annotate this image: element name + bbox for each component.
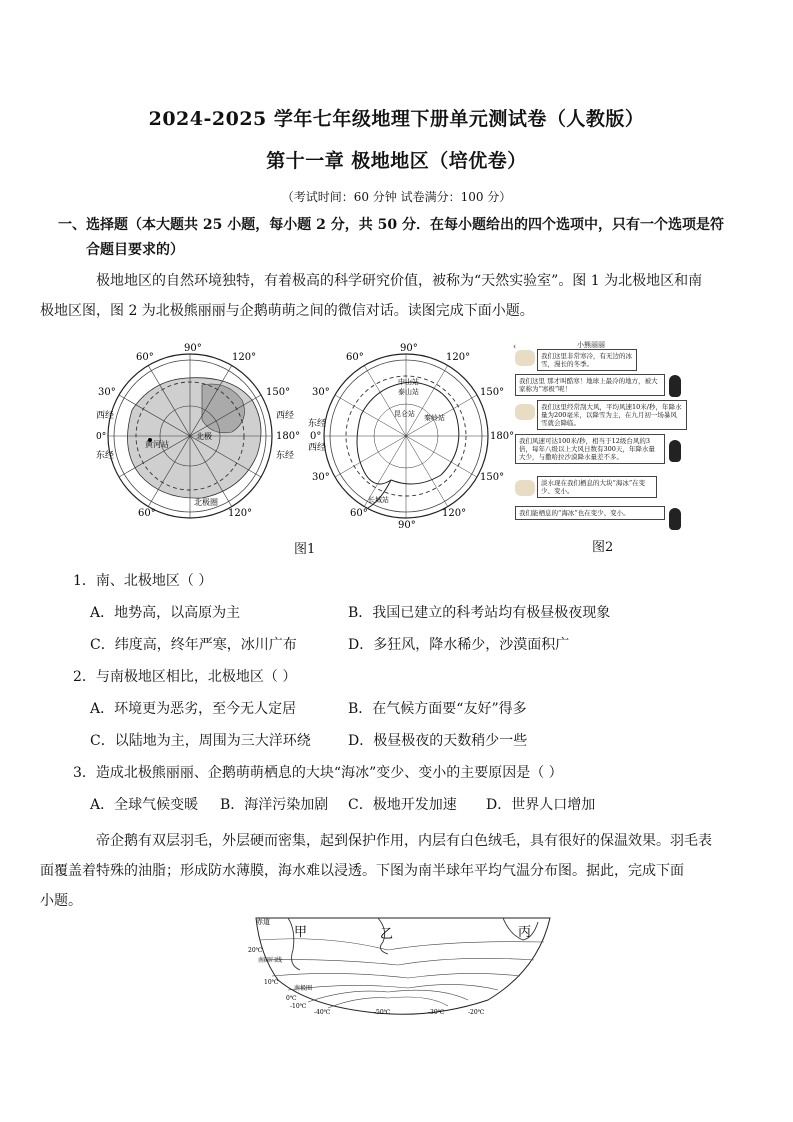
question-2-stem: 2．与南极地区相比，北极地区（ ） xyxy=(73,669,297,685)
question-2-option-c[interactable]: C．以陆地为主，周围为三大洋环绕 xyxy=(90,733,311,749)
page-title: 2024-2025 学年七年级地理下册单元测试卷（人教版） xyxy=(148,108,645,130)
south-map-label-30-bottom: 30° xyxy=(312,472,330,483)
intro-paragraph-1 xyxy=(40,266,738,326)
north-map-label-180: 180° xyxy=(276,431,301,442)
chat-header: 小熊丽丽 xyxy=(577,341,605,349)
intro-paragraph-2 xyxy=(40,826,738,916)
south-map-label-west: 西经 xyxy=(308,443,327,453)
south-map-label-90-bottom: 90° xyxy=(398,520,416,530)
map-label-minus30c: -30℃ xyxy=(428,1009,445,1016)
chat-message-5: 淡水现在我们栖息的大块“海冰”在变少、变小。 xyxy=(537,476,657,498)
chevron-left-icon: ‹ xyxy=(513,342,517,351)
north-map-label-east-right: 东经 xyxy=(276,451,295,461)
figure1-caption: 图1 xyxy=(294,542,316,557)
exam-meta: （考试时间：60 分钟 试卷满分：100 分） xyxy=(281,190,512,204)
south-map-label-150: 150° xyxy=(480,387,505,398)
wechat-chat-figure xyxy=(513,340,691,536)
south-map-label-150-bottom: 150° xyxy=(480,472,505,483)
map-label-tropic: 南回归线 xyxy=(258,957,283,964)
intro1-line1: 极地地区的自然环境独特，有着极高的科学研究价值，被称为“天然实验室”。图 1 为北极地区和南 xyxy=(96,273,703,289)
question-3-option-b[interactable]: B．海洋污染加剧 xyxy=(220,797,329,813)
chapter-title: 第十一章 极地地区（培优卷） xyxy=(266,150,527,172)
map-label-minus20c: -20℃ xyxy=(468,1009,485,1016)
map-label-minus40c: -40℃ xyxy=(314,1009,331,1016)
north-map-label-120: 120° xyxy=(232,352,257,363)
chat-message-3: 我们这里经常刮大风，平均风速10米/秒，年降水量为200毫米，以降雪为主，在九月初一场暴风雪就会降临。 xyxy=(537,400,687,430)
bear-avatar-icon xyxy=(515,480,535,496)
north-map-label-120-bottom: 120° xyxy=(228,508,253,519)
question-1-option-b[interactable]: B．我国已建立的科考站均有极昼极夜现象 xyxy=(348,605,611,621)
question-2-option-b[interactable]: B．在气候方面要“友好”得多 xyxy=(348,701,527,717)
north-map-huanghe-station: 黄河站 xyxy=(145,440,169,449)
north-map-label-150: 150° xyxy=(266,387,291,398)
question-1-option-c[interactable]: C．纬度高，终年严寒，冰川广布 xyxy=(90,637,297,653)
chat-message-4: 我们风速可达100米/秒，相当于12级台风的3倍，每年八级以上大风日数有300天，年降水量大少，与撒哈拉沙漠降水量差不多。 xyxy=(515,434,665,464)
intro2-line3: 小题。 xyxy=(40,893,82,909)
section-heading-line1: 一、选择题（本大题共 25 小题，每小题 2 分，共 50 分．在每小题给出的四个选项中，只有一个选项是符 xyxy=(58,217,724,233)
chat-message-6: 我们能栖息的“海冰”也在变少、变小。 xyxy=(515,506,665,520)
map-label-bing: 丙 xyxy=(518,925,532,940)
question-2-option-a[interactable]: A．环境更为恶劣，至今无人定居 xyxy=(90,701,297,717)
north-map-arctic-circle: 北极圈 xyxy=(194,498,218,507)
chat-message-2: 我们这里 那才叫酷寒！地球上最冷的地方，被大家称为“寒极”呢！ xyxy=(515,374,665,396)
south-polar-map xyxy=(306,340,516,530)
map-label-10c: 10℃ xyxy=(264,979,279,986)
south-map-qinling-station: 秦岭站 xyxy=(424,414,445,422)
question-2-option-d[interactable]: D．极昼极夜的天数稍少一些 xyxy=(348,733,528,749)
bear-avatar-icon xyxy=(515,404,535,420)
south-map-changcheng-station: 长城站 xyxy=(368,496,389,504)
south-map-label-60: 60° xyxy=(346,352,364,363)
intro2-line2: 面覆盖着特殊的油脂；形成防水薄膜，海水难以浸透。下图为南半球年平均气温分布图。据此，完成下面 xyxy=(40,863,684,879)
south-map-label-east: 东经 xyxy=(308,419,327,429)
intro2-line1: 帝企鹅有双层羽毛，外层硬而密集，起到保护作用，内层有白色绒毛，具有很好的保温效果。羽毛表 xyxy=(96,833,712,849)
north-map-label-0: 0° xyxy=(96,432,107,442)
section-heading xyxy=(58,213,738,263)
penguin-avatar-icon xyxy=(669,440,681,462)
south-map-label-120-bottom: 120° xyxy=(442,508,467,519)
north-map-label-west-top: 西经 xyxy=(96,411,115,421)
south-map-label-180: 180° xyxy=(490,431,515,442)
map-label-minus10c: -10℃ xyxy=(290,1003,307,1010)
north-map-north-pole: 北极 xyxy=(196,432,212,441)
southern-hemisphere-temperature-map xyxy=(248,910,558,1020)
section-heading-line2: 合题目要求的） xyxy=(86,242,184,258)
map-label-minus50c: -50℃ xyxy=(374,1009,391,1016)
intro1-line2: 极地区图，图 2 为北极熊丽丽与企鹅萌萌之间的微信对话。读图完成下面小题。 xyxy=(40,303,534,319)
south-map-label-90: 90° xyxy=(400,343,418,354)
question-3-option-c[interactable]: C．极地开发加速 xyxy=(348,797,457,813)
map-label-yi: 乙 xyxy=(380,927,394,942)
bear-avatar-icon xyxy=(515,350,535,366)
question-3-stem: 3．造成北极熊丽丽、企鹅萌萌栖息的大块“海冰”变少、变小的主要原因是（ ） xyxy=(73,765,563,781)
map-label-jia: 甲 xyxy=(294,925,308,940)
south-map-taishan-station: 泰山站 xyxy=(398,388,419,396)
south-map-label-30: 30° xyxy=(312,387,330,398)
south-map-label-60-bottom: 60° xyxy=(350,508,368,519)
south-map-label-120: 120° xyxy=(446,352,471,363)
question-3-option-a[interactable]: A．全球气候变暖 xyxy=(90,797,199,813)
north-map-label-east: 东经 xyxy=(96,451,115,461)
question-3-option-d[interactable]: D．世界人口增加 xyxy=(486,797,596,813)
penguin-avatar-icon xyxy=(669,508,681,530)
map-label-0c: 0℃ xyxy=(286,995,297,1002)
map-label-equator: 赤道 xyxy=(256,918,270,926)
question-1-option-d[interactable]: D．多狂风，降水稀少，沙漠面积广 xyxy=(348,637,570,653)
south-map-label-0: 0° xyxy=(310,431,322,442)
north-map-label-60: 60° xyxy=(136,352,154,363)
south-map-zhongshan-station: 中山站 xyxy=(398,378,419,386)
map-label-20c: 20℃ xyxy=(248,947,263,954)
figure2-caption: 图2 xyxy=(592,540,614,555)
north-map-label-90: 90° xyxy=(184,343,202,354)
question-1-option-a[interactable]: A．地势高，以高原为主 xyxy=(90,605,241,621)
north-map-label-west-right: 西经 xyxy=(276,411,295,421)
north-map-label-60-bottom: 60° xyxy=(138,508,156,519)
north-map-label-30: 30° xyxy=(98,387,116,398)
map-label-antarctic-circle: 南极圈 xyxy=(294,985,313,992)
chat-message-1: 我们这里非常寒冷，有无边的冰雪，漫长的冬季。 xyxy=(537,349,637,371)
penguin-avatar-icon xyxy=(669,375,681,397)
north-polar-map xyxy=(92,340,302,530)
question-1-stem: 1．南、北极地区（ ） xyxy=(73,573,213,589)
south-map-kunlun-station: 昆仑站 xyxy=(394,410,415,418)
